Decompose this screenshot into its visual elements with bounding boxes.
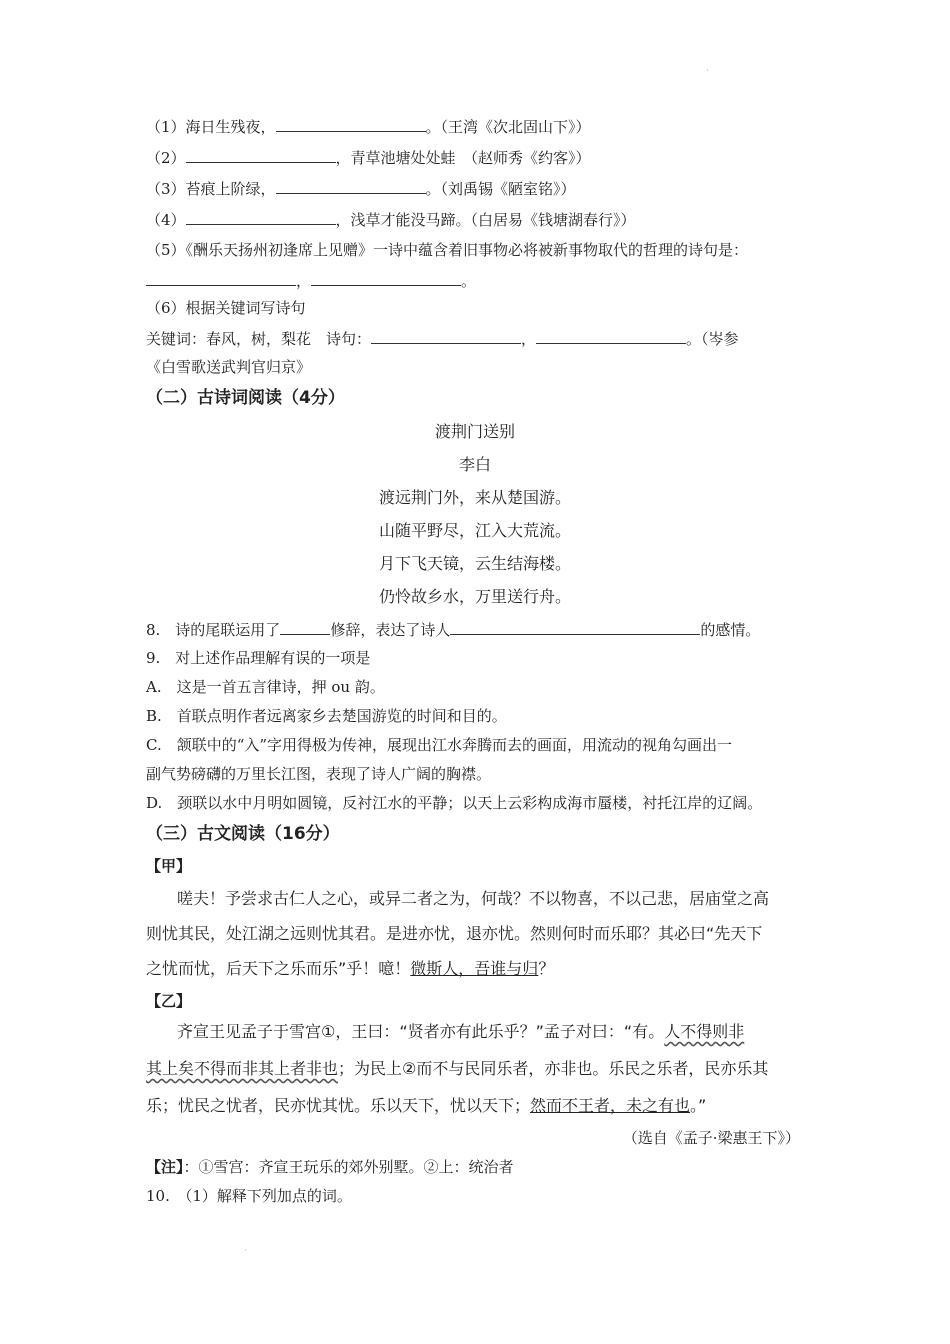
answer-blank[interactable] (186, 209, 336, 225)
answer-blank[interactable] (276, 116, 426, 132)
option-b[interactable]: B. 首联点明作者远离家乡去楚国游览的时间和目的。 (146, 707, 507, 725)
poem-title: 渡荆门送别 (434, 422, 515, 441)
answer-blank[interactable] (311, 270, 461, 286)
passage-jia-tag: 【甲】 (146, 857, 192, 875)
poem-line: 月下飞天镜，云生结海楼。 (378, 554, 571, 573)
question-6-stem: （6）根据关键词写诗句 (146, 299, 306, 317)
option-c-line1[interactable]: C. 颔联中的“入”字用得极为传神，展现出江水奔腾而去的画面，用流动的视角勾画出一 (146, 736, 733, 754)
passage-yi-line: 其上矣不得而非其上者非也；为民上②而不与民同乐者，亦非也。乐民之乐者，民亦乐其 (146, 1059, 769, 1078)
question-9-stem: 9. 对上述作品理解有误的一项是 (146, 649, 371, 667)
section-2-heading: （二）古诗词阅读（4分） (146, 388, 345, 408)
question-8: 8. 诗的尾联运用了 修辞，表达了诗人 的感情。 (146, 621, 761, 639)
question-3: （3）苔痕上阶绿， 。（刘禹锡《陋室铭》） (146, 180, 576, 198)
passage-yi-tag: 【乙】 (146, 992, 192, 1010)
passage-source: （选自《孟子·梁惠王下》） (622, 1129, 800, 1147)
question-6-answer: 关键词：春风，树，梨花 诗句： ， 。（岑参 (146, 330, 739, 348)
question-4: （4） ，浅草才能没马蹄。（白居易《钱塘湖春行》） (146, 211, 636, 229)
answer-blank[interactable] (146, 270, 296, 286)
passage-yi-line: 齐宣王见孟子于雪宫①，王曰：“贤者亦有此乐乎？”孟子对曰：“有。人不得则非 (177, 1022, 745, 1041)
question-1: （1）海日生残夜， 。（王湾《次北固山下》） (146, 118, 591, 136)
passage-jia-line: 嗟夫！予尝求古仁人之心，或异二者之为，何哉？不以物喜，不以己悲，居庙堂之高 (177, 889, 770, 908)
page-mark: · (706, 66, 709, 75)
answer-blank[interactable] (536, 328, 686, 344)
answer-blank[interactable] (276, 178, 426, 194)
passage-jia-line: 之忧而忧，后天下之乐而乐”乎！噫！微斯人，吾谁与归？ (146, 959, 555, 978)
question-10: 10. （1）解释下列加点的词。 (146, 1187, 352, 1205)
note: 【注】：①雪宫：齐宣王玩乐的郊外别墅。②上：统治者 (146, 1158, 514, 1176)
page-mark: · (244, 1246, 247, 1255)
wavy-underlined-sentence: 人不得则非 (664, 1022, 745, 1041)
section-3-heading: （三）古文阅读（16分） (146, 824, 340, 844)
underlined-sentence: 微斯人，吾谁与归 (410, 959, 539, 978)
wavy-underlined-sentence: 其上矣不得而非其上者非也 (146, 1059, 339, 1078)
question-5-answer: ， 。 (146, 270, 476, 291)
question-5-stem: （5）《酬乐天扬州初逢席上见赠》一诗中蕴含着旧事物必将被新事物取代的哲理的诗句是： (146, 241, 749, 259)
answer-blank[interactable] (280, 619, 330, 635)
option-a[interactable]: A. 这是一首五言律诗，押 ou 韵。 (146, 678, 385, 696)
poem-author: 李白 (458, 455, 491, 474)
option-c-line2[interactable]: 副气势磅礴的万里长江图，表现了诗人广阔的胸襟。 (146, 765, 492, 783)
poem-line: 仍怜故乡水，万里送行舟。 (378, 587, 571, 606)
passage-yi-line: 乐；忧民之忧者，民亦忧其忧。乐以天下，忧以天下；然而不王者，未之有也。” (146, 1096, 707, 1115)
answer-blank[interactable] (371, 328, 521, 344)
answer-blank[interactable] (450, 619, 700, 635)
poem-line: 山随平野尽，江入大荒流。 (378, 521, 571, 540)
poem-line: 渡远荆门外，来从楚国游。 (378, 488, 571, 507)
passage-jia-line: 则忧其民，处江湖之远则忧其君。是进亦忧，退亦忧。然则何时而乐耶？其必曰“先天下 (146, 924, 763, 943)
question-2: （2） ，青草池塘处处蛙 （赵师秀《约客》） (146, 149, 591, 167)
option-d[interactable]: D. 颈联以水中月明如圆镜，反衬江水的平静；以天上云彩构成海市蜃楼，衬托江岸的辽阔。 (146, 794, 763, 812)
answer-blank[interactable] (186, 147, 336, 163)
question-6-source: 《白雪歌送武判官归京》 (146, 358, 312, 376)
underlined-sentence: 然而不王者，未之有也 (530, 1096, 691, 1115)
